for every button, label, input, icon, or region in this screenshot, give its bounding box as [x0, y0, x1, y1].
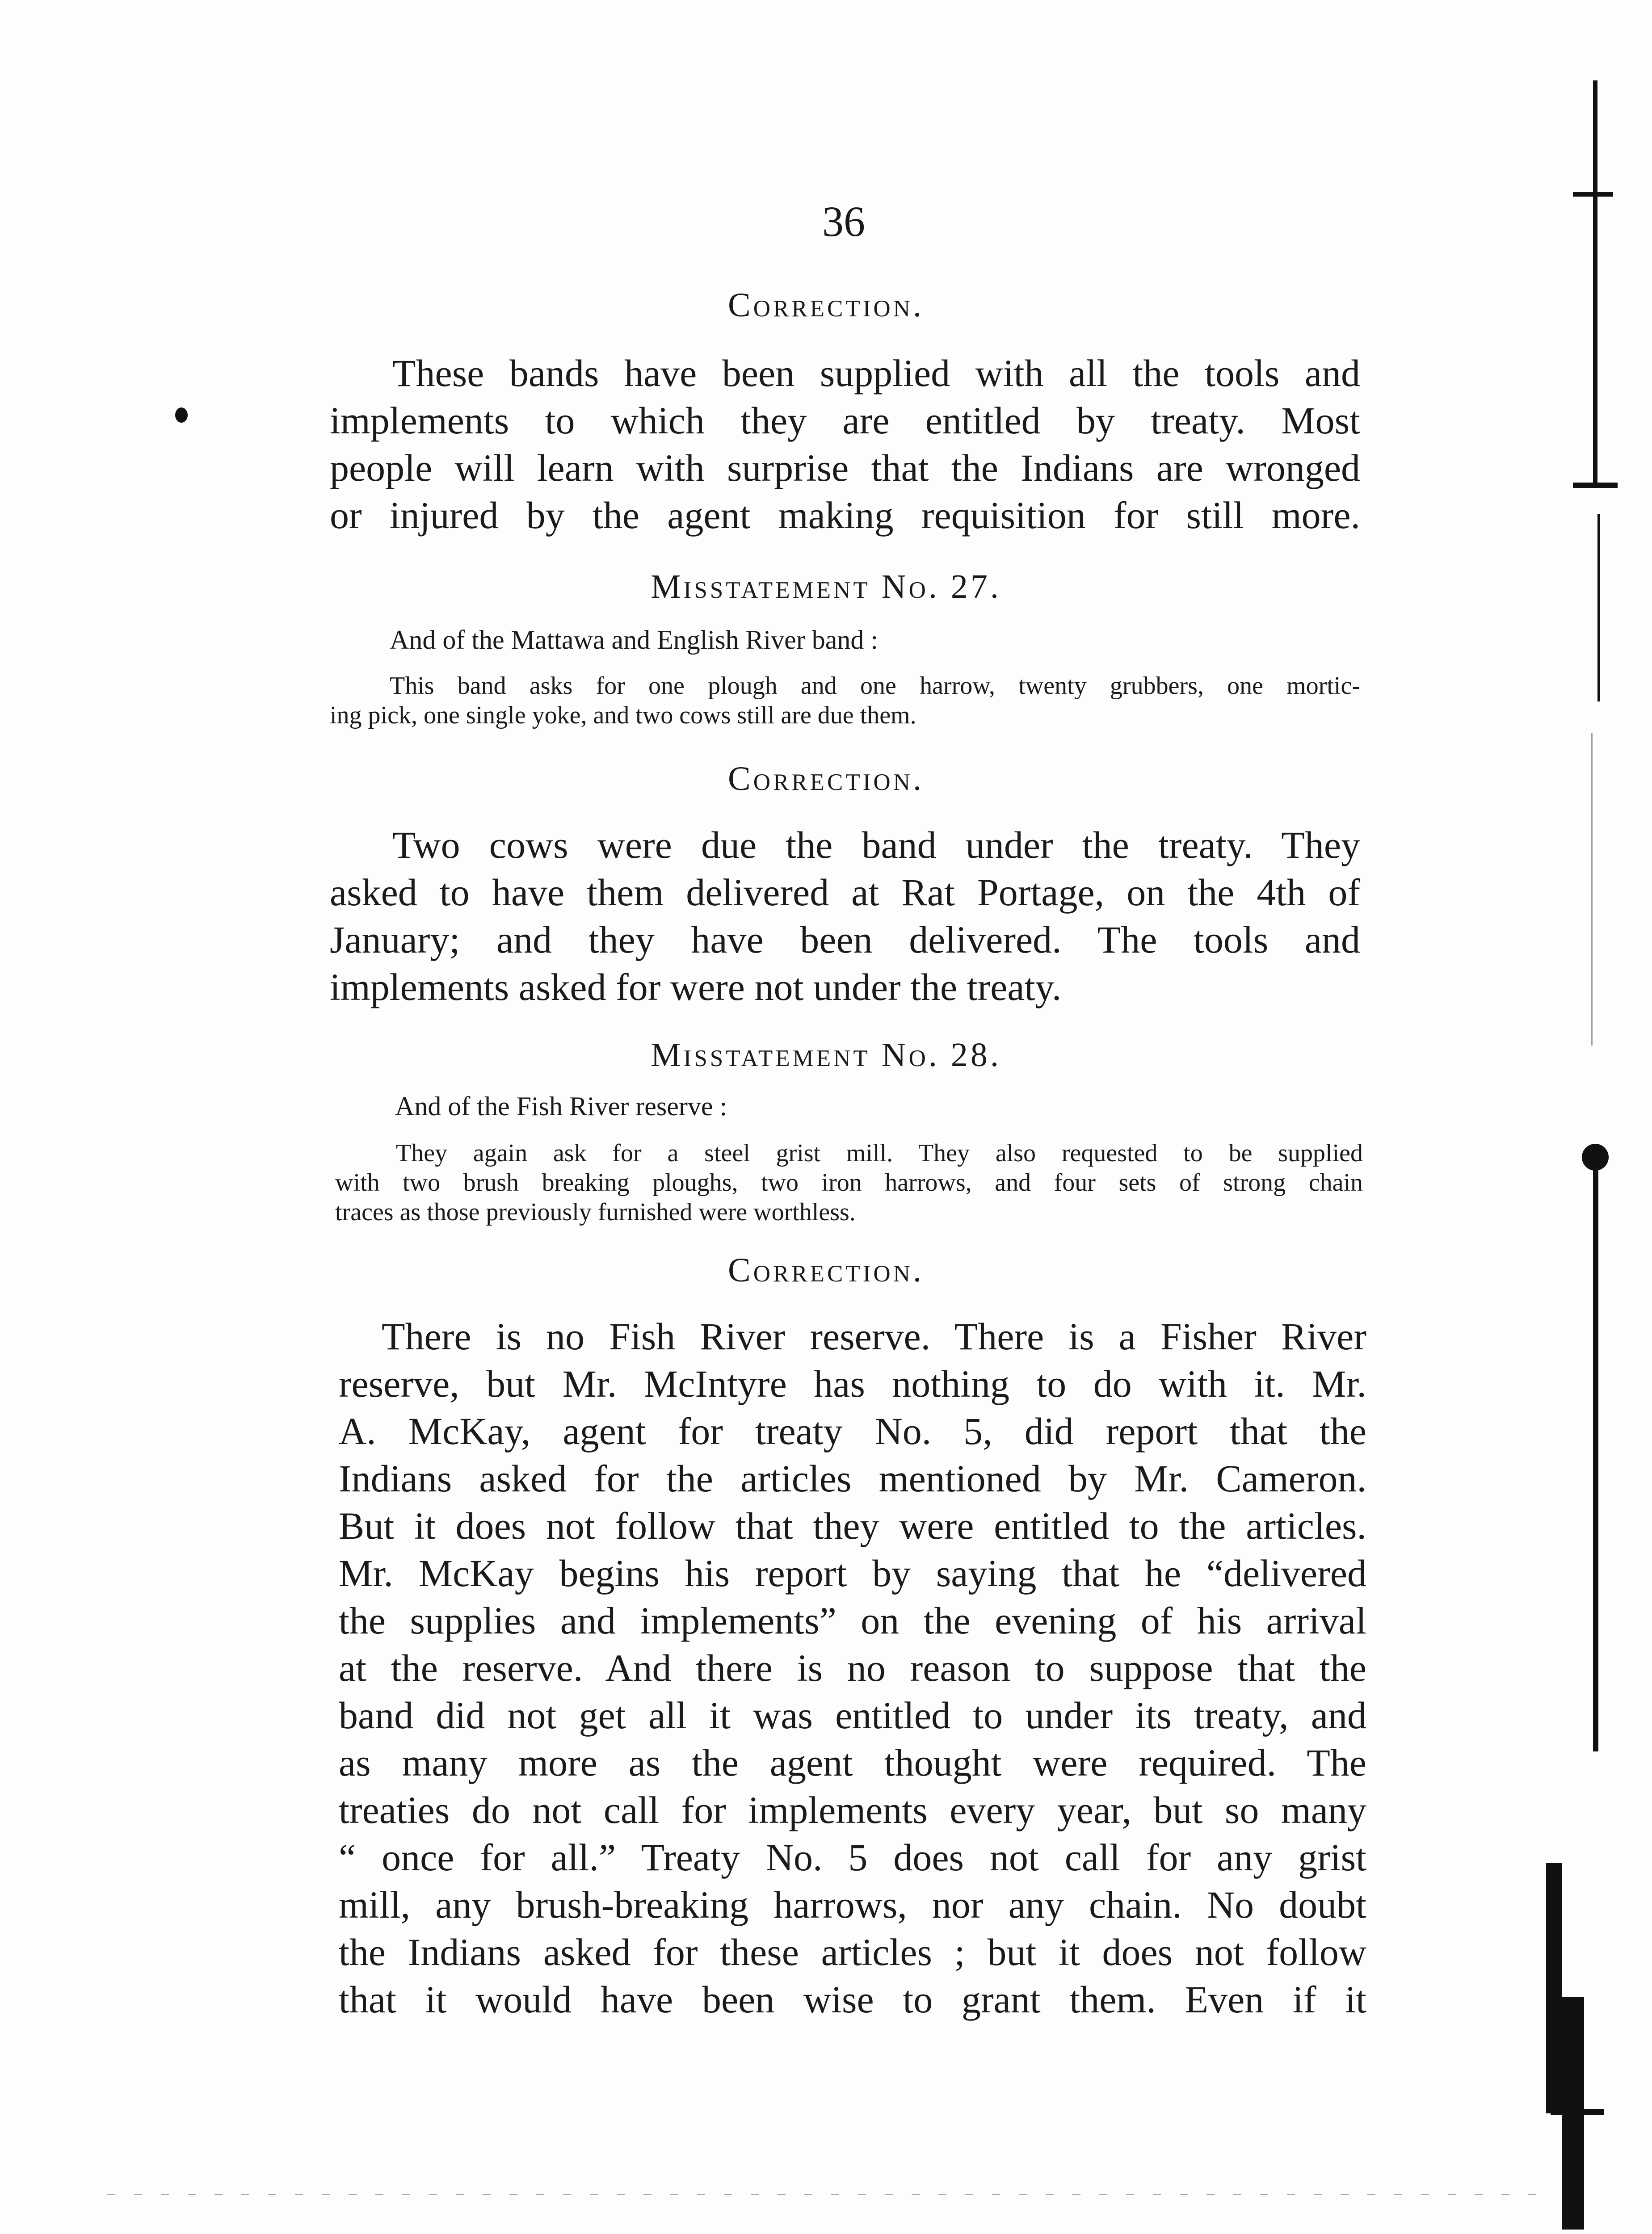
- paragraph-line: But it does not follow that they were entitled to the articles.: [339, 1504, 1366, 1547]
- paragraph-line: January; and they have been delivered. The tools and: [330, 918, 1360, 961]
- correction-paragraph-1: [330, 349, 1360, 539]
- paragraph-line: Two cows were due the band under the treaty. They: [392, 823, 1360, 866]
- binding-edge-mark: [1551, 2109, 1604, 2115]
- paragraph-line: at the reserve. And there is no reason to suppose that the: [339, 1646, 1366, 1689]
- paragraph-line: the Indians asked for these articles ; but it does not follow: [339, 1931, 1366, 1974]
- correction-heading-3: Correction.: [728, 1251, 924, 1289]
- binding-edge-mark: [1593, 80, 1597, 483]
- paragraph-line: the supplies and implements” on the evening of his arrival: [339, 1599, 1366, 1642]
- page-number: 36: [822, 197, 865, 245]
- paragraph-line: These bands have been supplied with all the tools and: [392, 352, 1360, 395]
- correction-paragraph-2: [330, 821, 1360, 1011]
- paragraph-line: reserve, but Mr. McIntyre has nothing to do with it. Mr.: [339, 1362, 1366, 1405]
- quote-line: traces as those previously furnished were worthless.: [335, 1198, 856, 1226]
- paragraph-line: A. McKay, agent for treaty No. 5, did report that the: [339, 1410, 1366, 1453]
- paragraph-line: or injured by the agent making requisition for still more.: [330, 494, 1360, 537]
- paragraph-line: Mr. McKay begins his report by saying that he “delivered: [339, 1552, 1366, 1595]
- misstatement-intro-27: And of the Mattawa and English River band :: [390, 625, 879, 655]
- misstatement-intro-28: And of the Fish River reserve :: [395, 1092, 727, 1121]
- paragraph-line: asked to have them delivered at Rat Portage, on the 4th of: [330, 871, 1360, 914]
- correction-paragraph-3: [339, 1313, 1366, 2023]
- binding-edge-mark: [1597, 514, 1600, 701]
- paragraph-line: band did not get all it was entitled to under its treaty, and: [339, 1694, 1366, 1737]
- correction-heading-2: Correction.: [728, 760, 924, 798]
- paragraph-line: treaties do not call for implements every year, but so many: [339, 1789, 1366, 1831]
- bottom-scan-noise: [107, 2194, 1537, 2195]
- paragraph-line: people will learn with surprise that the Indians are wronged: [330, 446, 1360, 489]
- binding-edge-mark: [1593, 1162, 1598, 1751]
- paragraph-line: implements asked for were not under the treaty.: [330, 966, 1062, 1008]
- quote-line: This band asks for one plough and one harrow, twenty grubbers, one mortic-: [390, 672, 1360, 700]
- misstatement-heading-28: Misstatement No. 28.: [651, 1036, 1001, 1074]
- paragraph-line: that it would have been wise to grant them. Even if it: [339, 1978, 1366, 2021]
- misstatement-heading-27: Misstatement No. 27.: [651, 568, 1001, 605]
- misstatement-quote-27: [330, 671, 1360, 730]
- paragraph-line: “ once for all.” Treaty No. 5 does not call for any grist: [339, 1836, 1366, 1879]
- misstatement-quote-28: [335, 1138, 1363, 1227]
- paragraph-line: Indians asked for the articles mentioned by Mr. Cameron.: [339, 1457, 1366, 1500]
- paragraph-line: There is no Fish River reserve. There is a Fisher River: [382, 1315, 1366, 1358]
- binding-edge-mark: [1573, 483, 1618, 488]
- binding-edge-mark: [1591, 733, 1593, 1046]
- binding-edge-mark: [1573, 192, 1613, 197]
- quote-line: with two brush breaking ploughs, two iron harrows, and four sets of strong chain: [335, 1169, 1363, 1197]
- paragraph-line: implements to which they are entitled by treaty. Most: [330, 399, 1360, 442]
- paragraph-line: as many more as the agent thought were required. The: [339, 1741, 1366, 1784]
- paragraph-line: mill, any brush-breaking harrows, nor any chain. No doubt: [339, 1883, 1366, 1926]
- correction-heading-1: Correction.: [728, 286, 924, 324]
- margin-bullet-mark: [175, 407, 188, 423]
- quote-line: They again ask for a steel grist mill. They also requested to be supplied: [396, 1139, 1363, 1167]
- quote-line: ing pick, one single yoke, and two cows still are due them.: [330, 701, 916, 729]
- binding-edge-mark: [1546, 1863, 1562, 2113]
